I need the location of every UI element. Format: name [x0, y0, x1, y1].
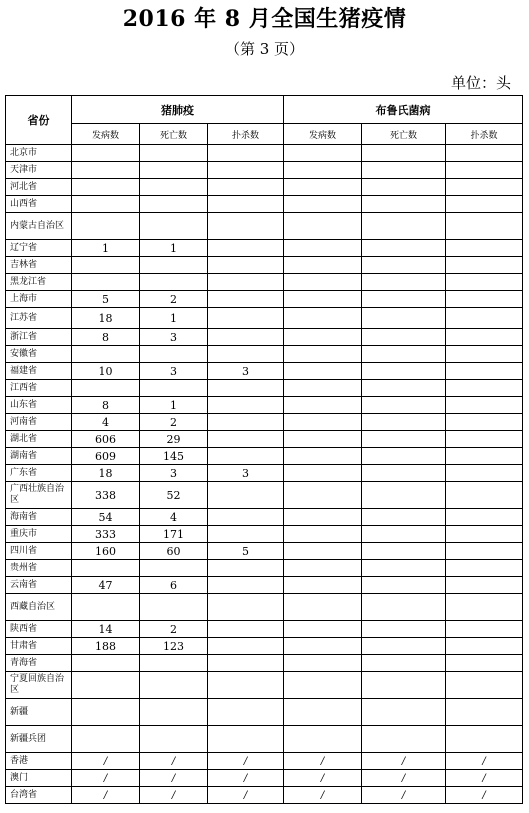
- value-cell: [446, 196, 523, 213]
- table-row: [6, 621, 523, 638]
- table-row: [6, 162, 523, 179]
- table-row: [6, 240, 523, 257]
- table-row: [6, 753, 523, 770]
- value-cell: /: [140, 770, 208, 787]
- province-cell: 陕西省: [6, 621, 72, 638]
- province-cell: 湖南省: [6, 448, 72, 465]
- value-cell: [284, 257, 362, 274]
- value-cell: [140, 726, 208, 753]
- value-cell: 3: [140, 465, 208, 482]
- value-cell: [208, 414, 284, 431]
- value-cell: /: [72, 753, 140, 770]
- value-cell: [140, 179, 208, 196]
- value-cell: [362, 397, 446, 414]
- value-cell: 4: [140, 509, 208, 526]
- value-cell: [446, 213, 523, 240]
- value-cell: [284, 380, 362, 397]
- table-row: [6, 179, 523, 196]
- value-cell: [446, 448, 523, 465]
- value-cell: [72, 179, 140, 196]
- value-cell: [208, 655, 284, 672]
- value-cell: [362, 162, 446, 179]
- value-cell: [208, 240, 284, 257]
- value-cell: [362, 380, 446, 397]
- province-cell: 河北省: [6, 179, 72, 196]
- value-cell: [140, 257, 208, 274]
- value-cell: [446, 397, 523, 414]
- value-cell: [284, 448, 362, 465]
- page-subtitle: （第 3 页）: [224, 40, 305, 58]
- value-cell: [362, 363, 446, 380]
- table-row: [6, 346, 523, 363]
- value-cell: [208, 621, 284, 638]
- value-cell: [362, 482, 446, 509]
- value-cell: [140, 380, 208, 397]
- table-row: [6, 726, 523, 753]
- value-cell: 609: [72, 448, 140, 465]
- province-cell: 台湾省: [6, 787, 72, 804]
- value-cell: [446, 543, 523, 560]
- province-cell: 四川省: [6, 543, 72, 560]
- province-cell: 新疆兵团: [6, 726, 72, 753]
- value-cell: [362, 240, 446, 257]
- table-row: [6, 699, 523, 726]
- value-cell: [72, 699, 140, 726]
- table-row: [6, 672, 523, 699]
- subheader-culled: 扑杀数: [208, 124, 284, 145]
- value-cell: [72, 346, 140, 363]
- value-cell: 338: [72, 482, 140, 509]
- value-cell: 1: [140, 397, 208, 414]
- value-cell: [284, 414, 362, 431]
- table-row: [6, 638, 523, 655]
- value-cell: 2: [140, 621, 208, 638]
- value-cell: [72, 162, 140, 179]
- value-cell: [208, 594, 284, 621]
- table-row: [6, 196, 523, 213]
- value-cell: /: [208, 787, 284, 804]
- table-row: [6, 577, 523, 594]
- table-row: [6, 380, 523, 397]
- value-cell: [284, 726, 362, 753]
- table-row: [6, 787, 523, 804]
- province-cell: 重庆市: [6, 526, 72, 543]
- value-cell: [284, 274, 362, 291]
- value-cell: 3: [208, 363, 284, 380]
- table-row: [6, 543, 523, 560]
- province-cell: 山西省: [6, 196, 72, 213]
- province-cell: 广东省: [6, 465, 72, 482]
- value-cell: [362, 655, 446, 672]
- province-cell: 澳门: [6, 770, 72, 787]
- value-cell: [446, 577, 523, 594]
- province-cell: 贵州省: [6, 560, 72, 577]
- value-cell: [72, 672, 140, 699]
- value-cell: 606: [72, 431, 140, 448]
- value-cell: [208, 329, 284, 346]
- province-cell: 海南省: [6, 509, 72, 526]
- value-cell: [446, 509, 523, 526]
- value-cell: [208, 145, 284, 162]
- table-row: [6, 526, 523, 543]
- province-cell: 宁夏回族自治区: [6, 672, 72, 699]
- value-cell: [140, 145, 208, 162]
- value-cell: /: [72, 770, 140, 787]
- province-cell: 辽宁省: [6, 240, 72, 257]
- table-row: [6, 431, 523, 448]
- province-cell: 北京市: [6, 145, 72, 162]
- province-cell: 西藏自治区: [6, 594, 72, 621]
- province-cell: 江西省: [6, 380, 72, 397]
- value-cell: [284, 240, 362, 257]
- province-cell: 江苏省: [6, 308, 72, 329]
- province-cell: 黑龙江省: [6, 274, 72, 291]
- value-cell: [362, 274, 446, 291]
- value-cell: 188: [72, 638, 140, 655]
- province-cell: 吉林省: [6, 257, 72, 274]
- province-cell: 湖北省: [6, 431, 72, 448]
- table-row: [6, 274, 523, 291]
- value-cell: 10: [72, 363, 140, 380]
- value-cell: [446, 414, 523, 431]
- table-row: [6, 329, 523, 346]
- value-cell: [362, 448, 446, 465]
- value-cell: /: [362, 770, 446, 787]
- table-row: [6, 594, 523, 621]
- value-cell: [362, 414, 446, 431]
- table-row: [6, 308, 523, 329]
- value-cell: /: [446, 770, 523, 787]
- value-cell: [446, 482, 523, 509]
- value-cell: [208, 482, 284, 509]
- value-cell: [140, 560, 208, 577]
- province-cell: 广西壮族自治区: [6, 482, 72, 509]
- value-cell: [284, 543, 362, 560]
- unit-label: 单位：头: [450, 74, 511, 92]
- value-cell: [362, 257, 446, 274]
- page-title: 2016 年 8 月全国生猪疫情: [122, 6, 407, 32]
- value-cell: [208, 448, 284, 465]
- value-cell: [362, 431, 446, 448]
- value-cell: [362, 308, 446, 329]
- province-cell: 甘肃省: [6, 638, 72, 655]
- value-cell: [284, 291, 362, 308]
- value-cell: [362, 594, 446, 621]
- value-cell: 333: [72, 526, 140, 543]
- value-cell: /: [284, 770, 362, 787]
- value-cell: [446, 594, 523, 621]
- value-cell: /: [284, 787, 362, 804]
- value-cell: [72, 560, 140, 577]
- province-cell: 河南省: [6, 414, 72, 431]
- value-cell: [446, 380, 523, 397]
- value-cell: 8: [72, 329, 140, 346]
- value-cell: 47: [72, 577, 140, 594]
- value-cell: [362, 329, 446, 346]
- value-cell: /: [446, 753, 523, 770]
- value-cell: [140, 594, 208, 621]
- value-cell: [284, 655, 362, 672]
- table-row: [6, 465, 523, 482]
- value-cell: [446, 162, 523, 179]
- value-cell: [362, 672, 446, 699]
- value-cell: [140, 699, 208, 726]
- table-row: [6, 770, 523, 787]
- value-cell: [446, 560, 523, 577]
- subheader-deaths: 死亡数: [362, 124, 446, 145]
- value-cell: [208, 699, 284, 726]
- value-cell: 60: [140, 543, 208, 560]
- value-cell: [208, 257, 284, 274]
- header-group-brucellosis: 布鲁氏菌病: [284, 96, 523, 124]
- value-cell: 3: [140, 363, 208, 380]
- value-cell: [208, 526, 284, 543]
- value-cell: [284, 363, 362, 380]
- value-cell: [284, 638, 362, 655]
- province-cell: 青海省: [6, 655, 72, 672]
- value-cell: 54: [72, 509, 140, 526]
- value-cell: [72, 257, 140, 274]
- value-cell: [208, 346, 284, 363]
- value-cell: 1: [140, 308, 208, 329]
- value-cell: [140, 213, 208, 240]
- value-cell: [284, 509, 362, 526]
- value-cell: [140, 346, 208, 363]
- value-cell: /: [284, 753, 362, 770]
- table-body: [6, 145, 523, 804]
- table-row: [6, 363, 523, 380]
- value-cell: 5: [72, 291, 140, 308]
- value-cell: [72, 726, 140, 753]
- table-row: [6, 145, 523, 162]
- value-cell: [284, 213, 362, 240]
- value-cell: [140, 672, 208, 699]
- value-cell: [208, 577, 284, 594]
- value-cell: [208, 380, 284, 397]
- value-cell: [208, 397, 284, 414]
- value-cell: [72, 380, 140, 397]
- province-cell: 福建省: [6, 363, 72, 380]
- subheader-culled: 扑杀数: [446, 124, 523, 145]
- value-cell: /: [140, 787, 208, 804]
- value-cell: [446, 346, 523, 363]
- value-cell: [362, 621, 446, 638]
- value-cell: [362, 577, 446, 594]
- value-cell: 18: [72, 308, 140, 329]
- value-cell: /: [72, 787, 140, 804]
- value-cell: /: [446, 787, 523, 804]
- table-row: [6, 397, 523, 414]
- value-cell: 4: [72, 414, 140, 431]
- province-cell: 云南省: [6, 577, 72, 594]
- value-cell: [446, 726, 523, 753]
- value-cell: [208, 162, 284, 179]
- value-cell: [362, 526, 446, 543]
- value-cell: [284, 196, 362, 213]
- value-cell: [208, 638, 284, 655]
- value-cell: [72, 594, 140, 621]
- value-cell: [446, 638, 523, 655]
- value-cell: [208, 274, 284, 291]
- province-cell: 安徽省: [6, 346, 72, 363]
- value-cell: [362, 346, 446, 363]
- table-row: [6, 291, 523, 308]
- value-cell: [446, 363, 523, 380]
- value-cell: [446, 672, 523, 699]
- value-cell: [208, 213, 284, 240]
- value-cell: [446, 240, 523, 257]
- value-cell: [284, 329, 362, 346]
- value-cell: 123: [140, 638, 208, 655]
- value-cell: /: [362, 787, 446, 804]
- value-cell: [362, 196, 446, 213]
- value-cell: 160: [72, 543, 140, 560]
- value-cell: 6: [140, 577, 208, 594]
- value-cell: [446, 291, 523, 308]
- value-cell: [140, 655, 208, 672]
- value-cell: [446, 431, 523, 448]
- value-cell: 29: [140, 431, 208, 448]
- value-cell: /: [362, 753, 446, 770]
- value-cell: [284, 346, 362, 363]
- table-row: [6, 448, 523, 465]
- value-cell: [208, 179, 284, 196]
- value-cell: [72, 655, 140, 672]
- value-cell: /: [208, 753, 284, 770]
- value-cell: [362, 699, 446, 726]
- value-cell: [284, 465, 362, 482]
- epidemic-table: [5, 95, 523, 804]
- value-cell: [446, 655, 523, 672]
- value-cell: 1: [140, 240, 208, 257]
- value-cell: [72, 145, 140, 162]
- value-cell: 3: [140, 329, 208, 346]
- value-cell: /: [140, 753, 208, 770]
- value-cell: [140, 162, 208, 179]
- table-row: [6, 213, 523, 240]
- value-cell: [208, 672, 284, 699]
- value-cell: [284, 397, 362, 414]
- value-cell: 14: [72, 621, 140, 638]
- value-cell: [284, 672, 362, 699]
- value-cell: [208, 560, 284, 577]
- value-cell: [284, 594, 362, 621]
- value-cell: [446, 526, 523, 543]
- value-cell: [208, 196, 284, 213]
- subheader-deaths: 死亡数: [140, 124, 208, 145]
- province-cell: 山东省: [6, 397, 72, 414]
- table-row: [6, 560, 523, 577]
- value-cell: [362, 543, 446, 560]
- value-cell: [446, 699, 523, 726]
- value-cell: [140, 274, 208, 291]
- value-cell: [362, 145, 446, 162]
- value-cell: [362, 213, 446, 240]
- value-cell: [284, 699, 362, 726]
- value-cell: [446, 179, 523, 196]
- value-cell: [208, 308, 284, 329]
- province-cell: 新疆: [6, 699, 72, 726]
- value-cell: [284, 145, 362, 162]
- value-cell: [362, 291, 446, 308]
- value-cell: [362, 638, 446, 655]
- table-row: [6, 655, 523, 672]
- value-cell: [284, 560, 362, 577]
- subheader-cases: 发病数: [72, 124, 140, 145]
- value-cell: [208, 509, 284, 526]
- value-cell: [284, 179, 362, 196]
- value-cell: [446, 257, 523, 274]
- value-cell: 171: [140, 526, 208, 543]
- value-cell: [208, 291, 284, 308]
- value-cell: [284, 482, 362, 509]
- value-cell: [362, 726, 446, 753]
- table-row: [6, 257, 523, 274]
- value-cell: [446, 274, 523, 291]
- value-cell: [284, 308, 362, 329]
- province-cell: 天津市: [6, 162, 72, 179]
- value-cell: 18: [72, 465, 140, 482]
- value-cell: /: [208, 770, 284, 787]
- value-cell: [284, 577, 362, 594]
- value-cell: 1: [72, 240, 140, 257]
- value-cell: [446, 145, 523, 162]
- province-cell: 上海市: [6, 291, 72, 308]
- value-cell: 145: [140, 448, 208, 465]
- table-row: [6, 482, 523, 509]
- value-cell: 5: [208, 543, 284, 560]
- value-cell: [72, 274, 140, 291]
- value-cell: [72, 213, 140, 240]
- value-cell: 2: [140, 414, 208, 431]
- value-cell: [446, 465, 523, 482]
- value-cell: [446, 329, 523, 346]
- value-cell: 52: [140, 482, 208, 509]
- value-cell: [284, 431, 362, 448]
- value-cell: [446, 308, 523, 329]
- value-cell: [446, 621, 523, 638]
- value-cell: [284, 526, 362, 543]
- value-cell: [362, 560, 446, 577]
- subheader-cases: 发病数: [284, 124, 362, 145]
- value-cell: 3: [208, 465, 284, 482]
- value-cell: [362, 179, 446, 196]
- province-cell: 香港: [6, 753, 72, 770]
- value-cell: [208, 726, 284, 753]
- value-cell: [140, 196, 208, 213]
- value-cell: [362, 465, 446, 482]
- table-row: [6, 414, 523, 431]
- value-cell: 8: [72, 397, 140, 414]
- province-cell: 内蒙古自治区: [6, 213, 72, 240]
- value-cell: [284, 162, 362, 179]
- table-row: [6, 509, 523, 526]
- province-cell: 浙江省: [6, 329, 72, 346]
- value-cell: [72, 196, 140, 213]
- value-cell: [284, 621, 362, 638]
- value-cell: 2: [140, 291, 208, 308]
- value-cell: [362, 509, 446, 526]
- header-group-swine-pasteurellosis: 猪肺疫: [72, 96, 284, 124]
- header-province: 省份: [6, 96, 72, 145]
- value-cell: [208, 431, 284, 448]
